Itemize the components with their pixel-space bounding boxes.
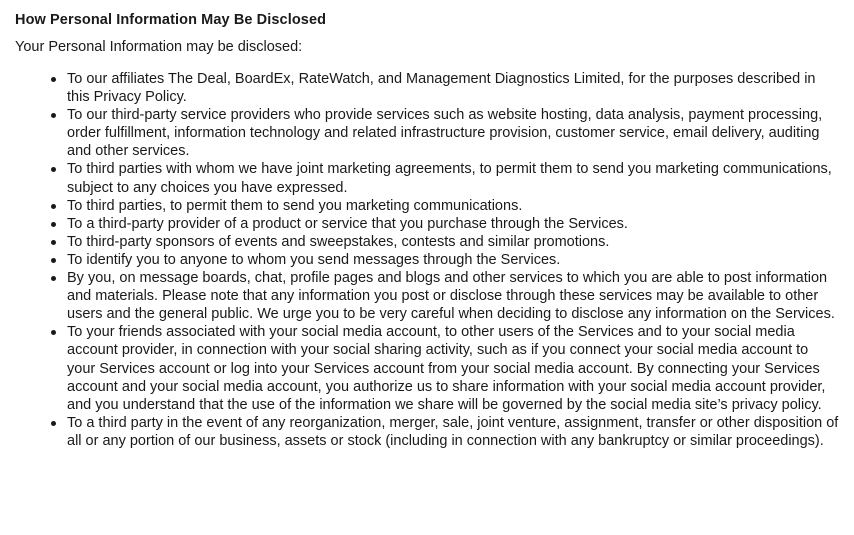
- list-item-text: To identify you to anyone to whom you send messages through the Services.: [67, 251, 561, 268]
- bullet-icon: [51, 421, 56, 426]
- list-item: [67, 70, 840, 106]
- bullet-icon: [51, 204, 56, 209]
- list-item-text: To a third party in the event of any reorganization, merger, sale, joint venture, assignment, transfer or other disposition of all or any portion of our business, assets or stock (including in connection with any bankruptcy or similar proceedings).: [67, 414, 839, 449]
- section-intro: Your Personal Information may be disclosed:: [15, 39, 303, 55]
- list-item: [67, 197, 840, 215]
- list-item-text: To your friends associated with your social media account, to other users of the Services and to your social media account provider, in connection with your social sharing activity, such as if you connect your social media account to your Services account or log into your Services account from your social media account. By connecting your Services account and your social media account, you authorize us to share information with your social media account provider, and you understand that the use of the information we share will be governed by the social media site’s privacy policy.: [67, 324, 826, 413]
- list-item: [67, 414, 840, 450]
- list-item: [67, 251, 840, 269]
- section-heading: How Personal Information May Be Disclosed: [15, 12, 327, 28]
- list-item-text: To third-party sponsors of events and sweepstakes, contests and similar promotions.: [67, 233, 610, 250]
- bullet-icon: [51, 167, 56, 172]
- list-item: [67, 215, 840, 233]
- disclosure-list: [15, 70, 840, 450]
- list-item: [67, 269, 840, 323]
- bullet-icon: [51, 77, 56, 82]
- bullet-icon: [51, 330, 56, 335]
- bullet-icon: [51, 276, 56, 281]
- list-item-text: By you, on message boards, chat, profile pages and blogs and other services to which you are able to post information and materials. Please note that any information you post or disclose through these services may be available to other users and the general public. We urge you to be very careful when deciding to disclose any information on the Services.: [67, 270, 835, 323]
- list-item-text: To our affiliates The Deal, BoardEx, RateWatch, and Management Diagnostics Limited, for the purposes described in this Privacy Policy.: [67, 71, 816, 106]
- list-item: [67, 160, 840, 196]
- list-item-text: To a third-party provider of a product or service that you purchase through the Services.: [67, 215, 628, 232]
- bullet-icon: [51, 222, 56, 227]
- list-item-text: To third parties, to permit them to send you marketing communications.: [67, 197, 523, 214]
- bullet-icon: [51, 240, 56, 245]
- list-item-text: To our third-party service providers who provide services such as website hosting, data analysis, payment processing, order fulfillment, information technology and related infrastructure provision, customer service, email delivery, auditing and other services.: [67, 107, 823, 160]
- bullet-icon: [51, 113, 56, 118]
- list-item: [67, 106, 840, 160]
- list-item: [67, 233, 840, 251]
- bullet-icon: [51, 258, 56, 263]
- list-item-text: To third parties with whom we have joint marketing agreements, to permit them to send you marketing communications, subject to any choices you have expressed.: [67, 161, 832, 196]
- list-item: [67, 323, 840, 413]
